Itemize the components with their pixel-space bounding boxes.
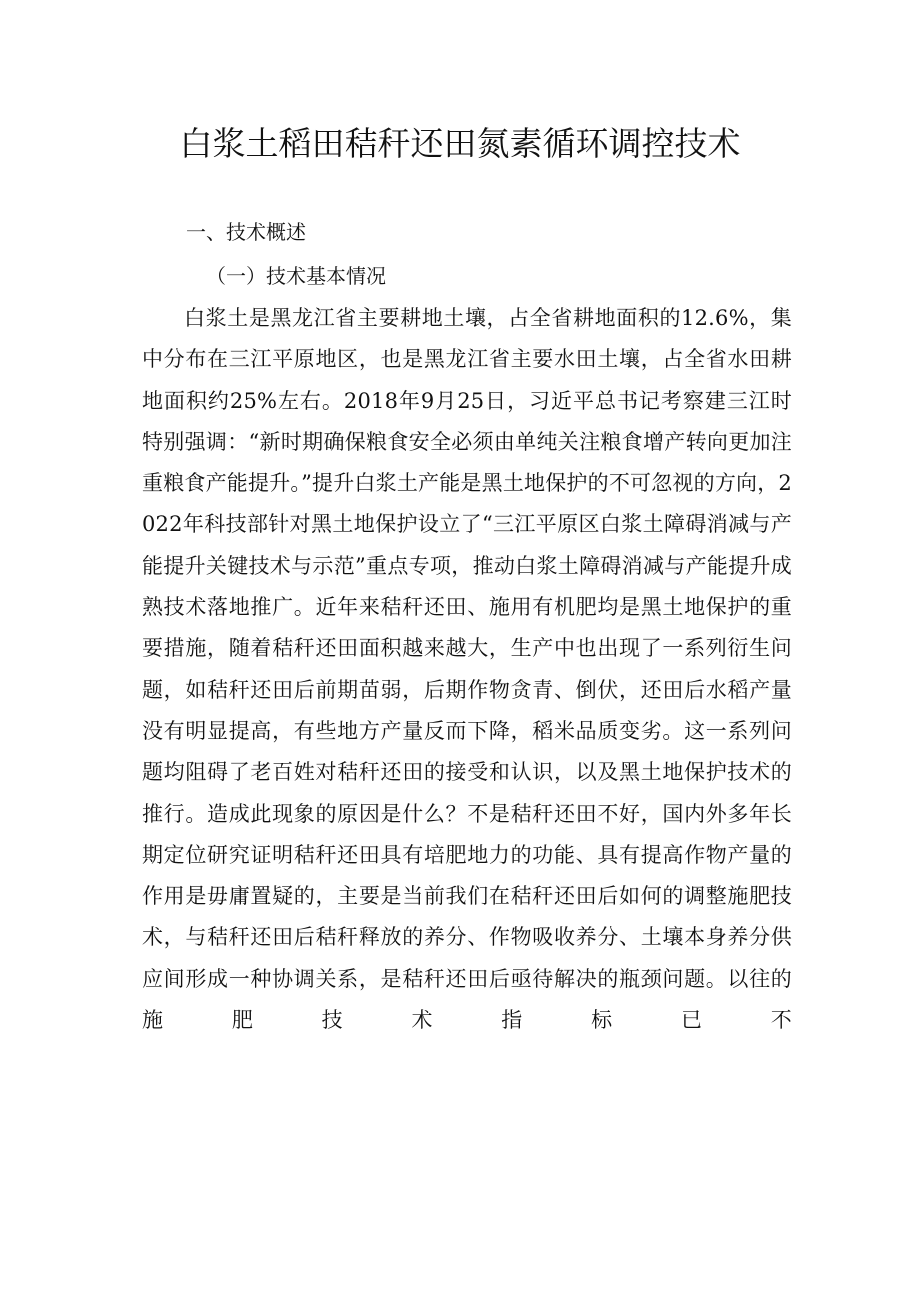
subsection-heading: （一）技术基本情况 xyxy=(206,264,386,288)
document-title: 白浆土稻田秸秆还田氮素循环调控技术 xyxy=(179,124,741,163)
section-heading: 一、技术概述 xyxy=(186,220,306,244)
body-paragraph: 白浆土是黑龙江省主要耕地土壤，占全省耕地面积的12.6%，集中分布在三江平原地区，也是黑龙江省主要水田土壤，占全省水田耕地面积约25%左右。2018年9月25日，习近平总书记考察建三江时特别强调：“新时期确保粮食安全必须由单纯关注粮食增产转向更加注重粮食产能提升。”提升白浆土产能是黑土地保护的不可忽视的方向，2022年科技部针对黑土地保护设立了“三江平原区白浆土障碍消减与产能提升关键技术与示范”重点专项，推动白浆土障碍消减与产能提升成熟技术落地推广。近年来秸秆还田、施用有机肥均是黑土地保护的重要措施，随着秸秆还田面积越来越大，生产中也出现了一系列衍生问题，如秸秆还田后前期苗弱，后期作物贪青、倒伏，还田后水稻产量没有明显提高，有些地方产量反而下降，稻米品质变劣。这一系列问题均阻碍了老百姓对秸秆还田的接受和认识，以及黑土地保护技术的推行。造成此现象的原因是什么？不是秸秆还田不好，国内外多年长期定位研究证明秸秆还田具有培肥地力的功能、具有提高作物产量的作用是毋庸置疑的，主要是当前我们在秸秆还田后如何的调整施肥技术，与秸秆还田后秸秆释放的养分、作物吸收养分、土壤本身养分供应间形成一种协调关系，是秸秆还田后亟待解决的瓶颈问题。以往的施肥技术指标已不 xyxy=(142,306,792,1033)
